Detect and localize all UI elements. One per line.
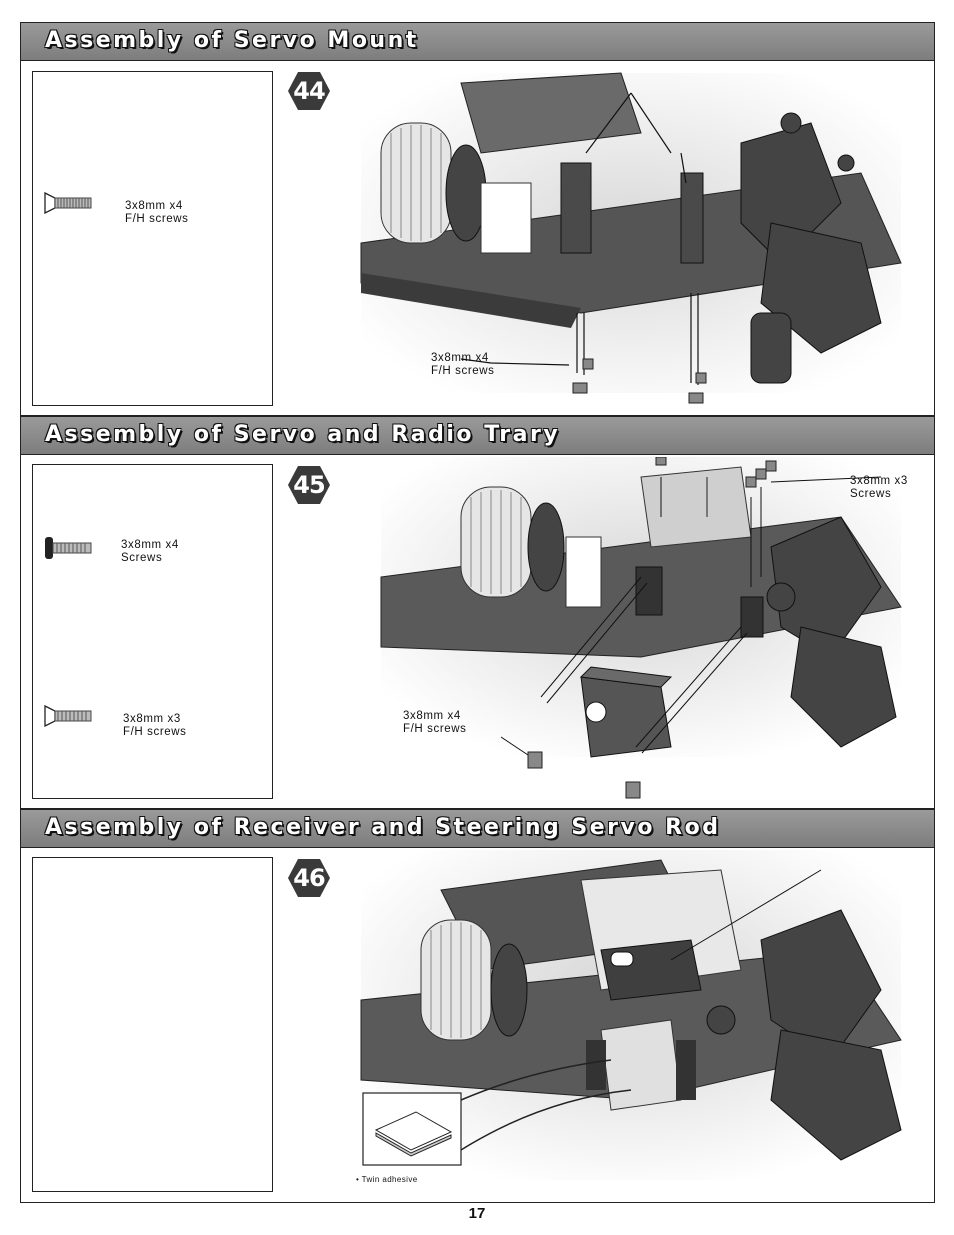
servo-radio-tray-illustration: [341, 457, 921, 805]
step-number: 46: [293, 864, 325, 892]
button-head-screw-icon: [43, 535, 95, 561]
part-label: 3x8mm x4 Screws: [121, 539, 179, 564]
callout-label: • Twin adhesive: [356, 1175, 418, 1184]
step-number: 44: [293, 77, 325, 105]
section-servo-mount: [20, 22, 935, 416]
callout-label: 3x8mm x4 F/H screws: [403, 710, 467, 735]
part-label: 3x8mm x4 F/H screws: [125, 200, 189, 225]
section-banner: [21, 810, 934, 848]
part-item: [43, 705, 187, 739]
section-receiver-steering: [20, 809, 935, 1203]
section-title: Assembly of Servo Mount: [45, 28, 419, 53]
section-banner: [21, 23, 934, 61]
part-label: 3x8mm x3 F/H screws: [123, 713, 187, 738]
callout-label: 3x8mm x4 F/H screws: [431, 352, 495, 377]
step-number: 45: [293, 471, 325, 499]
parts-box: [32, 464, 273, 799]
step-badge: [287, 858, 331, 898]
step-badge: [287, 465, 331, 505]
parts-box: [32, 71, 273, 406]
page-number: 17: [468, 1205, 486, 1222]
section-banner: [21, 417, 934, 455]
flat-head-screw-icon: [43, 192, 95, 214]
section-title: Assembly of Receiver and Steering Servo Rod: [45, 815, 721, 840]
flat-head-screw-icon: [43, 705, 95, 727]
section-title: Assembly of Servo and Radio Trary: [45, 422, 561, 447]
step-badge: [287, 71, 331, 111]
receiver-steering-illustration: [341, 850, 921, 1198]
part-item: [43, 192, 189, 226]
parts-box: [32, 857, 273, 1192]
part-item: [43, 535, 179, 565]
section-servo-radio-tray: [20, 416, 935, 809]
callout-label: 3x8mm x3 Screws: [850, 475, 908, 500]
servo-mount-illustration: [341, 63, 921, 411]
